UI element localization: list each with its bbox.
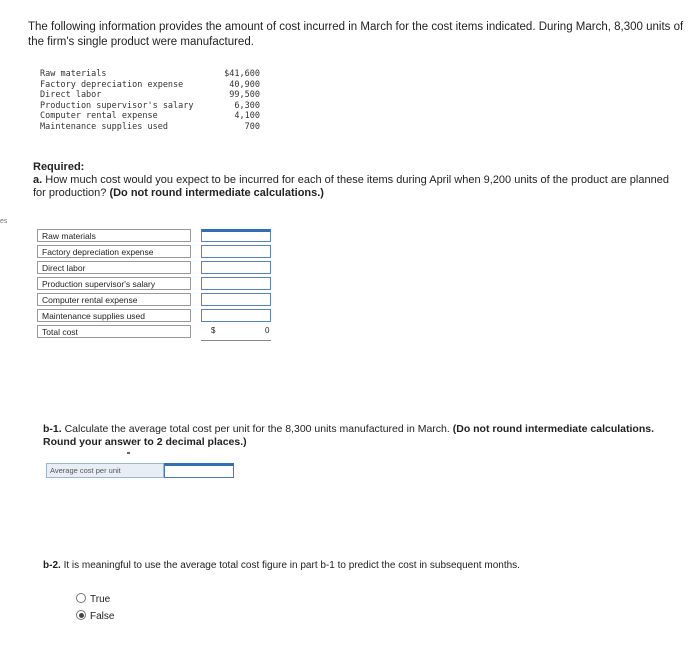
given-label: Maintenance supplies used xyxy=(40,121,168,132)
part-b1-note: (Do not round intermediate calculations. Round your answer to 2 decimal places.) xyxy=(43,423,655,448)
part-b2-text: It is meaningful to use the average total cost figure in part b-1 to predict the cost in subsequent months. xyxy=(63,560,520,571)
average-cost-label: Average cost per unit xyxy=(46,463,164,478)
given-value: $41,600 xyxy=(224,69,260,79)
table-row-label: Direct labor xyxy=(37,261,191,274)
given-label: Direct labor xyxy=(40,90,102,101)
table-row-label: Production supervisor's salary xyxy=(37,277,191,290)
given-value: 700 xyxy=(244,121,260,132)
total-row-underline xyxy=(201,340,271,341)
table-row-label: Total cost xyxy=(37,325,191,338)
table-row-label: Computer rental expense xyxy=(37,293,191,306)
raw-materials-input[interactable] xyxy=(201,229,271,242)
given-value: 99,500 xyxy=(229,90,260,101)
total-cost-value: 0 xyxy=(265,326,270,335)
part-b1-question xyxy=(43,423,683,449)
radio-option-false[interactable] xyxy=(76,610,114,623)
stray-mark xyxy=(127,452,130,454)
direct-labor-input[interactable] xyxy=(201,261,271,274)
radio-label: False xyxy=(90,611,115,622)
given-label: Raw materials xyxy=(40,69,107,79)
given-data-values xyxy=(214,69,260,133)
given-data-labels xyxy=(40,69,194,133)
required-heading: Required: xyxy=(33,161,85,173)
supervisor-salary-input[interactable] xyxy=(201,277,271,290)
table-row-label: Maintenance supplies used xyxy=(37,309,191,322)
radio-option-true[interactable] xyxy=(76,593,110,606)
intro-paragraph: The following information provides the amount of cost incurred in March for the cost items indicated. During March, 8,300 units of the firm's single product were manufactured. xyxy=(28,21,684,48)
maintenance-supplies-input[interactable] xyxy=(201,309,271,322)
edge-fragment-text: es xyxy=(0,218,8,225)
part-b2-prefix: b-2. xyxy=(43,560,61,571)
radio-checked-icon[interactable] xyxy=(76,610,86,620)
computer-rental-input[interactable] xyxy=(201,293,271,306)
part-a-question: How much cost would you expect to be incurred for each of these items during April when 9,200 units of the product are planned for production? xyxy=(33,174,669,199)
part-b2-question xyxy=(43,559,683,572)
required-section xyxy=(33,161,683,200)
given-label: Computer rental expense xyxy=(40,111,158,122)
factory-depreciation-input[interactable] xyxy=(201,245,271,258)
given-label: Factory depreciation expense xyxy=(40,79,184,90)
total-currency-symbol: $ xyxy=(211,326,216,335)
part-b1-prefix: b-1. xyxy=(43,423,62,435)
table-row-label: Factory depreciation expense xyxy=(37,245,191,258)
table-row-label: Raw materials xyxy=(37,229,191,242)
given-label: Production supervisor's salary xyxy=(40,100,194,111)
average-cost-input[interactable] xyxy=(164,463,234,478)
given-value: 6,300 xyxy=(234,100,260,111)
given-value: 40,900 xyxy=(229,79,260,90)
given-value: 4,100 xyxy=(234,111,260,122)
part-a-prefix: a. xyxy=(33,174,43,186)
radio-label: True xyxy=(90,594,111,605)
part-a-note: (Do not round intermediate calculations.) xyxy=(109,187,324,199)
radio-unchecked-icon[interactable] xyxy=(76,593,86,603)
part-b1-text: Calculate the average total cost per unit for the 8,300 units manufactured in March. xyxy=(64,423,450,435)
